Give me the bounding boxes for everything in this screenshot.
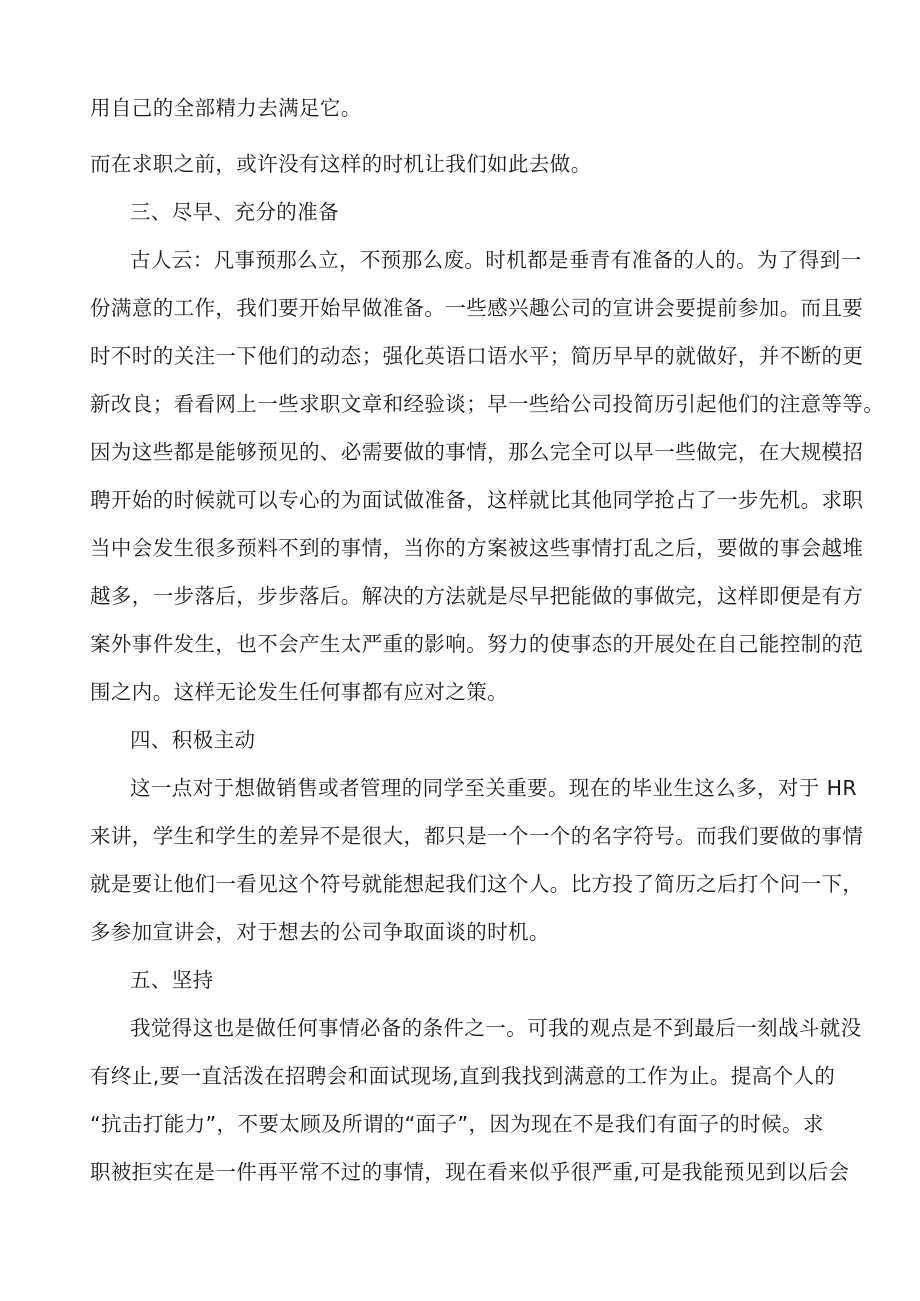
paragraph-line: 越多，一步落后，步步落后。解决的方法就是尽早把能做的事做完，这样即便是有方 — [90, 584, 864, 608]
paragraph-line: 我觉得这也是做任何事情必备的条件之一。可我的观点是不到最后一刻战斗就没 — [130, 1016, 862, 1040]
paragraph-line: 来讲，学生和学生的差异不是很大，都只是一个一个的名字符号。而我们要做的事情 — [90, 824, 864, 848]
paragraph-line: 职被拒实在是一件再平常不过的事情，现在看来似乎很严重,可是我能预见到以后会 — [90, 1160, 850, 1184]
paragraph-line: 时不时的关注一下他们的动态；强化英语口语水平；简历早早的就做好，并不断的更 — [90, 344, 864, 368]
paragraph-line: 新改良；看看网上一些求职文章和经验谈；早一些给公司投简历引起他们的注意等等。 — [90, 392, 885, 416]
section-heading: 五、坚持 — [130, 968, 214, 992]
paragraph-line: “抗击打能力”，不要太顾及所谓的“面子”，因为现在不是我们有面子的时候。求 — [90, 1112, 824, 1136]
paragraph-line: 份满意的工作，我们要开始早做准备。一些感兴趣公司的宣讲会要提前参加。而且要 — [90, 296, 864, 320]
paragraph-line: 这一点对于想做销售或者管理的同学至关重要。现在的毕业生这么多，对于 HR — [130, 776, 858, 800]
paragraph-line: 有终止,要一直活泼在招聘会和面试现场,直到我找到满意的工作为止。提高个人的 — [90, 1064, 836, 1088]
paragraph-line: 聘开始的时候就可以专心的为面试做准备，这样就比其他同学抢占了一步先机。求职 — [90, 488, 864, 512]
paragraph-line: 因为这些都是能够预见的、必需要做的事情，那么完全可以早一些做完，在大规模招 — [90, 440, 864, 464]
paragraph-line: 围之内。这样无论发生任何事都有应对之策。 — [90, 680, 508, 704]
paragraph-line: 用自己的全部精力去满足它。 — [90, 96, 362, 120]
paragraph-line: 当中会发生很多预料不到的事情，当你的方案被这些事情打乱之后，要做的事会越堆 — [90, 536, 864, 560]
paragraph-line: 案外事件发生，也不会产生太严重的影响。努力的使事态的开展处在自己能控制的范 — [90, 632, 864, 656]
paragraph-line: 古人云：凡事预那么立，不预那么废。时机都是垂青有准备的人的。为了得到一 — [130, 248, 862, 272]
paragraph-line: 就是要让他们一看见这个符号就能想起我们这个人。比方投了简历之后打个问一下， — [90, 872, 864, 896]
section-heading: 四、积极主动 — [130, 728, 256, 752]
paragraph-line: 多参加宣讲会，对于想去的公司争取面谈的时机。 — [90, 920, 550, 944]
paragraph-line: 而在求职之前，或许没有这样的时机让我们如此去做。 — [90, 152, 592, 176]
section-heading: 三、尽早、充分的准备 — [130, 200, 339, 224]
